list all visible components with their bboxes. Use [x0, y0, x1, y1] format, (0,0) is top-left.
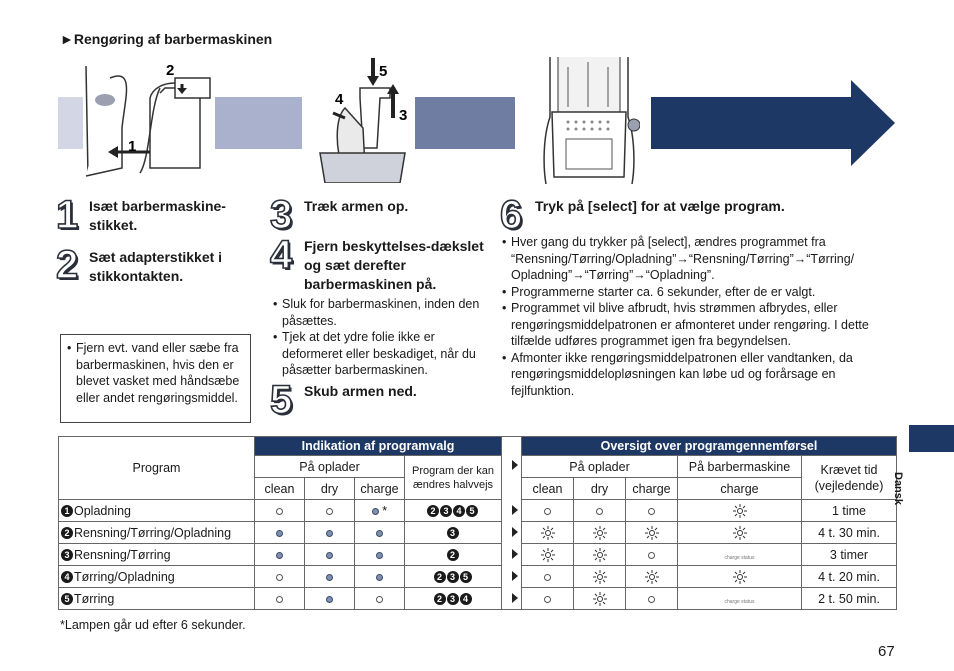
illustration-label-4: 4: [335, 91, 344, 108]
row-number-badge: 4: [61, 571, 73, 583]
table-row: [59, 588, 897, 610]
col-charge-3: charge: [678, 478, 802, 500]
on-shaver-header: På barbermaskine: [678, 456, 802, 478]
lamp-blink-icon: [733, 570, 747, 584]
change-badge: 2: [447, 549, 459, 561]
warning-note-box: [60, 334, 251, 423]
lamp-on-icon: [376, 530, 383, 537]
program-name: Rensning/Tørring: [74, 547, 171, 562]
indication-header: Indikation af programvalg: [255, 437, 502, 456]
step-4-note-1: • Sluk for barbermaskinen, inden den påsættes.: [273, 296, 493, 329]
change-badge: 5: [466, 505, 478, 517]
lamp-off-icon: [648, 508, 655, 515]
on-charger-header-2: På oplader: [522, 456, 678, 478]
lamp-blink-icon: [541, 548, 555, 562]
col-charge-2: charge: [626, 478, 678, 500]
col-charge: charge: [355, 478, 405, 500]
lamp-blink-icon: [593, 592, 607, 606]
lamp-blink-icon: [593, 548, 607, 562]
program-name: Tørring/Opladning: [74, 569, 175, 584]
lamp-blink-icon: [645, 570, 659, 584]
lamp-on-icon: [326, 552, 333, 559]
lamp-blink-icon: [733, 526, 747, 540]
lamp-off-icon: [276, 508, 283, 515]
lamp-on-icon: [276, 530, 283, 537]
lamp-blink-icon: [593, 526, 607, 540]
change-badge: 3: [447, 527, 459, 539]
lamp-blink-icon: [593, 570, 607, 584]
lamp-off-icon: [648, 552, 655, 559]
illustration-label-3: 3: [399, 107, 408, 124]
lamp-blink-icon: [733, 504, 747, 518]
step-6-note-4: • Afmonter ikke rengøringsmiddelpatronen eller vandtanken, da rengøringsmiddelopløsningen kan løbe ud og forårsage en fejlfunktion.: [502, 350, 897, 400]
table-row: [59, 522, 897, 544]
row-number-badge: 1: [61, 505, 73, 517]
lamp-off-icon: [276, 596, 283, 603]
banner-block-2: [215, 97, 302, 149]
lamp-on-icon: [276, 552, 283, 559]
step-1-text: Isæt barbermaskine-stikket.: [89, 198, 226, 233]
illustration-label-5: 5: [379, 63, 388, 80]
table-row: [59, 500, 897, 522]
lamp-on-icon: [376, 552, 383, 559]
step-number-1: 1: [56, 193, 79, 237]
step-number-5: 5: [270, 378, 293, 422]
illustration-label-2: 2: [166, 62, 175, 79]
change-badge: 3: [440, 505, 452, 517]
page-number: 67: [878, 643, 895, 660]
charge-status-icon: charge status: [724, 598, 755, 605]
step-4-text: Fjern beskyttelses-dækslet og sæt derefter barbermaskinen på.: [304, 238, 484, 292]
col-clean: clean: [255, 478, 305, 500]
change-badge: 2: [434, 593, 446, 605]
lamp-off-icon: [544, 508, 551, 515]
row-number-badge: 2: [61, 527, 73, 539]
row-number-badge: 5: [61, 593, 73, 605]
required-time: 1 time: [802, 500, 897, 522]
step-4-notes: [273, 296, 493, 379]
change-badge: 3: [447, 593, 459, 605]
step-3-text: Træk armen op.: [304, 198, 409, 214]
step-2-text: Sæt adapterstikket i stikkontakten.: [89, 249, 223, 284]
program-name: Opladning: [74, 503, 131, 518]
select-button-illustration: [538, 57, 640, 184]
footnote: *Lampen går ud efter 6 sekunder.: [60, 618, 246, 632]
footnote-star: *: [382, 503, 388, 518]
lamp-off-icon: [326, 508, 333, 515]
lamp-blink-icon: [645, 526, 659, 540]
charger-plug-illustration: [80, 58, 215, 188]
language-tab: [909, 425, 954, 452]
language-label: Dansk: [892, 472, 904, 506]
step-5-text: Skub armen ned.: [304, 383, 417, 399]
step-number-6: 6: [500, 193, 523, 237]
change-badge: 2: [427, 505, 439, 517]
change-badge: 2: [434, 571, 446, 583]
banner-block-4: [651, 97, 853, 149]
step-6-note-3: • Programmet vil blive afbrudt, hvis strømmen afbrydes, eller rengøringsmiddelpatronen er afmonteret under rengøring. I dette tilfælde udføres programmet igen fra begyndelsen.: [502, 300, 897, 350]
banner-block-3: [412, 97, 515, 149]
program-name: Rensning/Tørring/Opladning: [74, 525, 232, 540]
step-6-note-2: • Programmerne starter ca. 6 sekunder, efter de er valgt.: [502, 284, 897, 301]
change-badge: 5: [460, 571, 472, 583]
lamp-on-icon: [326, 530, 333, 537]
program-header: Program: [59, 437, 255, 500]
flow-arrows: [506, 455, 526, 610]
required-time-header: Krævet tid (vejledende): [802, 456, 897, 500]
lever-illustration: [305, 58, 415, 183]
charge-status-icon: charge status: [724, 554, 755, 561]
lamp-on-icon: [376, 574, 383, 581]
lamp-on-icon: [326, 574, 333, 581]
lamp-on-icon: [326, 596, 333, 603]
step-6-notes: [502, 234, 897, 399]
lamp-off-icon: [596, 508, 603, 515]
required-time: 4 t. 30 min.: [802, 522, 897, 544]
step-number-3: 3: [270, 193, 293, 237]
change-badge: 3: [447, 571, 459, 583]
step-number-4: 4: [270, 233, 293, 277]
progress-arrow-head: [851, 80, 895, 166]
row-number-badge: 3: [61, 549, 73, 561]
lamp-off-icon: [276, 574, 283, 581]
illustration-label-1: 1: [128, 138, 137, 155]
lamp-off-icon: [544, 574, 551, 581]
table-row: [59, 566, 897, 588]
lamp-off-icon: [648, 596, 655, 603]
overview-header: Oversigt over programgennemførsel: [522, 437, 897, 456]
warning-note-text: • Fjern evt. vand eller sæbe fra barbermaskinen, hvis den er blevet vasket med håndsæbe eller andet rengøringsmiddel.: [67, 340, 249, 406]
step-number-2: 2: [56, 243, 79, 287]
col-dry: dry: [305, 478, 355, 500]
lamp-off-icon: [376, 596, 383, 603]
lamp-on-icon: [372, 508, 379, 515]
col-dry-2: dry: [574, 478, 626, 500]
lamp-off-icon: [544, 596, 551, 603]
change-badge: 4: [460, 593, 472, 605]
required-time: 3 timer: [802, 544, 897, 566]
section-title: ►Rengøring af barbermaskinen: [60, 31, 273, 47]
change-badge: 4: [453, 505, 465, 517]
program-name: Tørring: [74, 591, 115, 606]
step-4-note-2: • Tjek at det ydre folie ikke er deformeret eller beskadiget, når du påsætter barbermaskinen.: [273, 329, 493, 379]
on-charger-header: På oplader: [255, 456, 405, 478]
change-program-header: Program der kan ændres halvvejs: [405, 456, 502, 500]
required-time: 4 t. 20 min.: [802, 566, 897, 588]
table-row: [59, 544, 897, 566]
step-6-text: Tryk på [select] for at vælge program.: [535, 198, 785, 214]
program-table: [58, 436, 897, 610]
required-time: 2 t. 50 min.: [802, 588, 897, 610]
col-clean-2: clean: [522, 478, 574, 500]
lamp-blink-icon: [541, 526, 555, 540]
step-6-note-1: • Hver gang du trykker på [select], ændres programmet fra “Rensning/Tørring/Opladning”→“Rensning/Tørring”→“Tørring/ Opladning”→“Tørring”→“Opladning”.: [502, 234, 897, 284]
